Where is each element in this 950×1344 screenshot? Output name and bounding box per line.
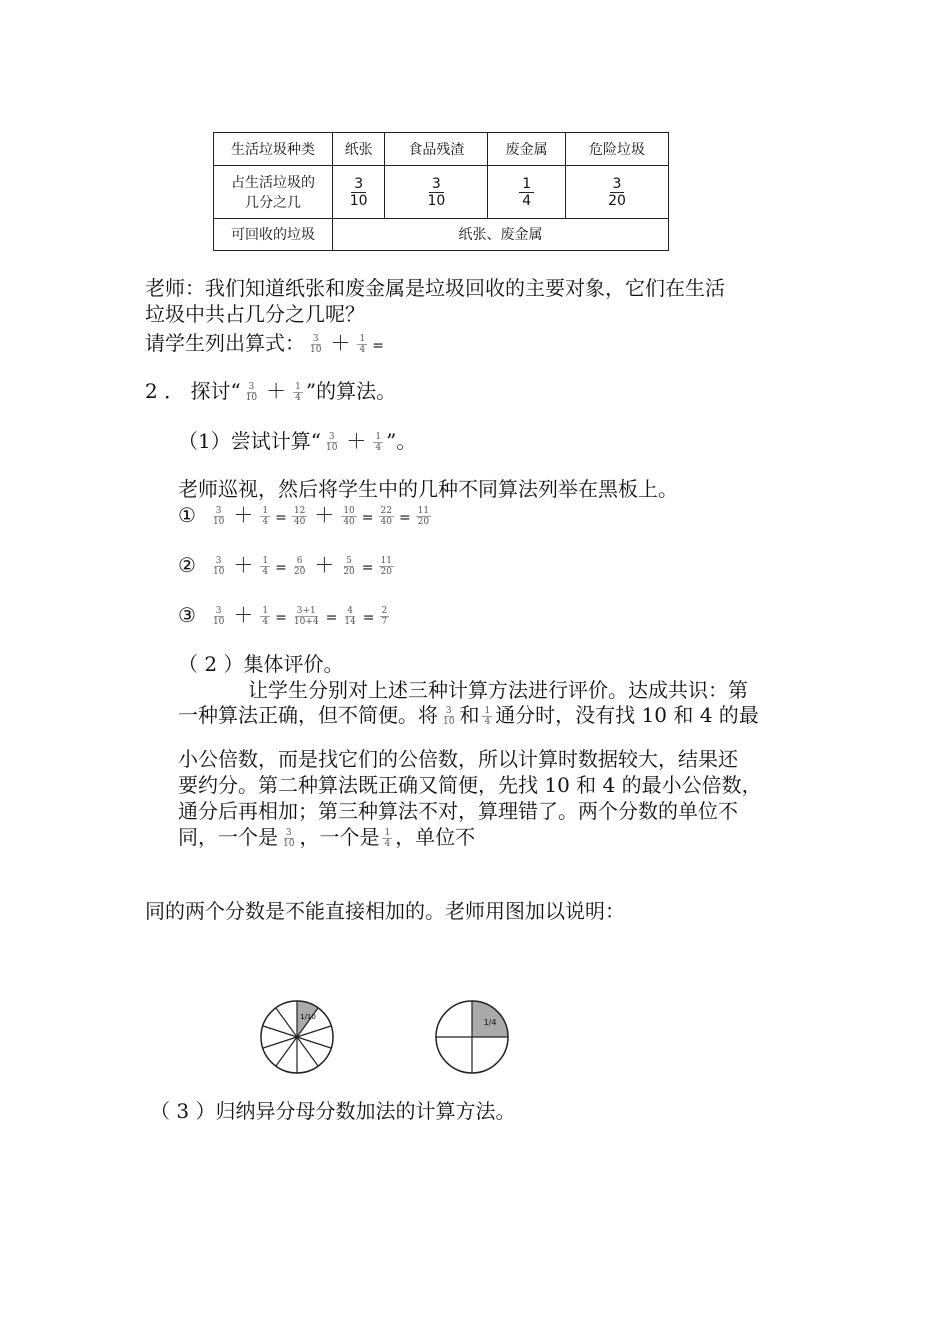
fraction: $\frac{11}{20}$ — [417, 506, 430, 527]
fraction: $\frac{1}{4}$ — [262, 606, 269, 627]
row-header-fraction: 占生活垃圾的 几分之几 — [214, 166, 333, 218]
row-header-type: 生活垃圾种类 — [214, 133, 333, 166]
fraction-food: $\frac{3}{10}$ — [427, 175, 446, 209]
col-hazard: 危险垃圾 — [566, 133, 669, 166]
fraction: $\frac{3}{10}$ — [212, 606, 225, 627]
illustration-intro: 同的两个分数是不能直接相加的。老师用图加以说明： — [145, 899, 625, 923]
list-prompt: 请学生列出算式： $\frac{3}{10}$ ＋ $\frac{1}{4}$ = — [145, 331, 384, 355]
fraction: $\frac{5}{20}$ — [343, 556, 355, 577]
col-paper: 纸张 — [333, 133, 385, 166]
method-3: ③ $\frac{3}{10}$ ＋ $\frac{1}{4}$ = $\frac{3+1}{10+4}$ = $\frac{4}{14}$ = $\frac{2}{7}$ — [178, 603, 388, 627]
teacher-question-2: 垃圾中共占几分之几呢？ — [145, 302, 365, 326]
fraction: $\frac{4}{14}$ — [344, 606, 356, 627]
fraction-paper: $\frac{3}{10}$ — [349, 175, 368, 209]
method-1: ① $\frac{3}{10}$ ＋ $\frac{1}{4}$ = $\frac{12}{40}$ ＋ $\frac{10}{40}$ = $\frac{22}{40}$ = $\frac{11}{20}$ — [178, 503, 430, 527]
subsection-1: （1）尝试计算“ $\frac{3}{10}$ ＋ $\frac{1}{4}$ ”。 — [178, 429, 417, 453]
method-marker: ② — [178, 553, 196, 577]
circle-tenths-diagram — [255, 997, 345, 1077]
eval-line-1: 让学生分别对上述三种计算方法进行评价。达成共识：第 — [248, 678, 748, 702]
col-food: 食品残渣 — [385, 133, 488, 166]
method-2: ② $\frac{3}{10}$ ＋ $\frac{1}{4}$ = $\frac{6}{20}$ ＋ $\frac{5}{20}$ = $\frac{11}{20}$ — [178, 553, 392, 577]
fraction-hazard: $\frac{3}{20}$ — [608, 175, 626, 209]
eval-line-6: 同，一个是 $\frac{3}{10}$ ，一个是 $\frac{1}{4}$ ，单位不 — [178, 825, 476, 849]
quarter-label: 1/4 — [483, 1018, 497, 1027]
recyclable-value: 纸张、废金属 — [333, 218, 669, 250]
fraction: $\frac{22}{40}$ — [380, 506, 392, 527]
garbage-table — [213, 132, 669, 251]
circle-quarters-diagram — [430, 997, 520, 1077]
fraction: $\frac{11}{20}$ — [380, 556, 392, 577]
eval-line-5: 通分后再相加；第三种算法不对，算理错了。两个分数的单位不 — [178, 799, 738, 823]
eval-line-2: 一种算法正确，但不简便。将 $\frac{3}{10}$ 和 $\frac{1}{4}$ 通分时，没有找 10 和 4 的最 — [178, 703, 759, 727]
method-marker: ③ — [178, 603, 196, 627]
subsection-3: （ 3 ）归纳异分母分数加法的计算方法。 — [150, 1099, 516, 1123]
fraction: $\frac{3+1}{10+4}$ — [293, 606, 319, 627]
eval-line-3: 小公倍数，而是找它们的公倍数，所以计算时数据较大，结果还 — [178, 747, 738, 771]
fraction: $\frac{12}{40}$ — [293, 506, 306, 527]
fraction-metal: $\frac{1}{4}$ — [519, 176, 534, 209]
teacher-patrol: 老师巡视，然后将学生中的几种不同算法列举在黑板上。 — [178, 477, 678, 501]
method-marker: ① — [178, 503, 196, 527]
fraction: $\frac{10}{40}$ — [343, 506, 355, 527]
fraction: $\frac{1}{4}$ — [262, 556, 269, 577]
tenth-label: 1/10 — [300, 1013, 316, 1021]
fraction: $\frac{3}{10}$ — [212, 506, 225, 527]
teacher-question-1: 老师：我们知道纸张和废金属是垃圾回收的主要对象，它们在生活 — [145, 276, 725, 300]
col-metal: 废金属 — [488, 133, 566, 166]
eval-line-4: 要约分。第二种算法既正确又简便，先找 10 和 4 的最小公倍数， — [178, 773, 762, 797]
section-2-heading: 2 ． 探讨“ $\frac{3}{10}$ ＋ $\frac{1}{4}$ ”的算法。 — [145, 379, 397, 403]
row-header-recyclable: 可回收的垃圾 — [214, 218, 333, 250]
fraction: $\frac{1}{4}$ — [262, 506, 269, 527]
fraction: $\frac{6}{20}$ — [293, 556, 306, 577]
fraction: $\frac{3}{10}$ — [212, 556, 225, 577]
subsection-2: （ 2 ）集体评价。 — [178, 652, 344, 676]
fraction: $\frac{2}{7}$ — [381, 606, 388, 627]
